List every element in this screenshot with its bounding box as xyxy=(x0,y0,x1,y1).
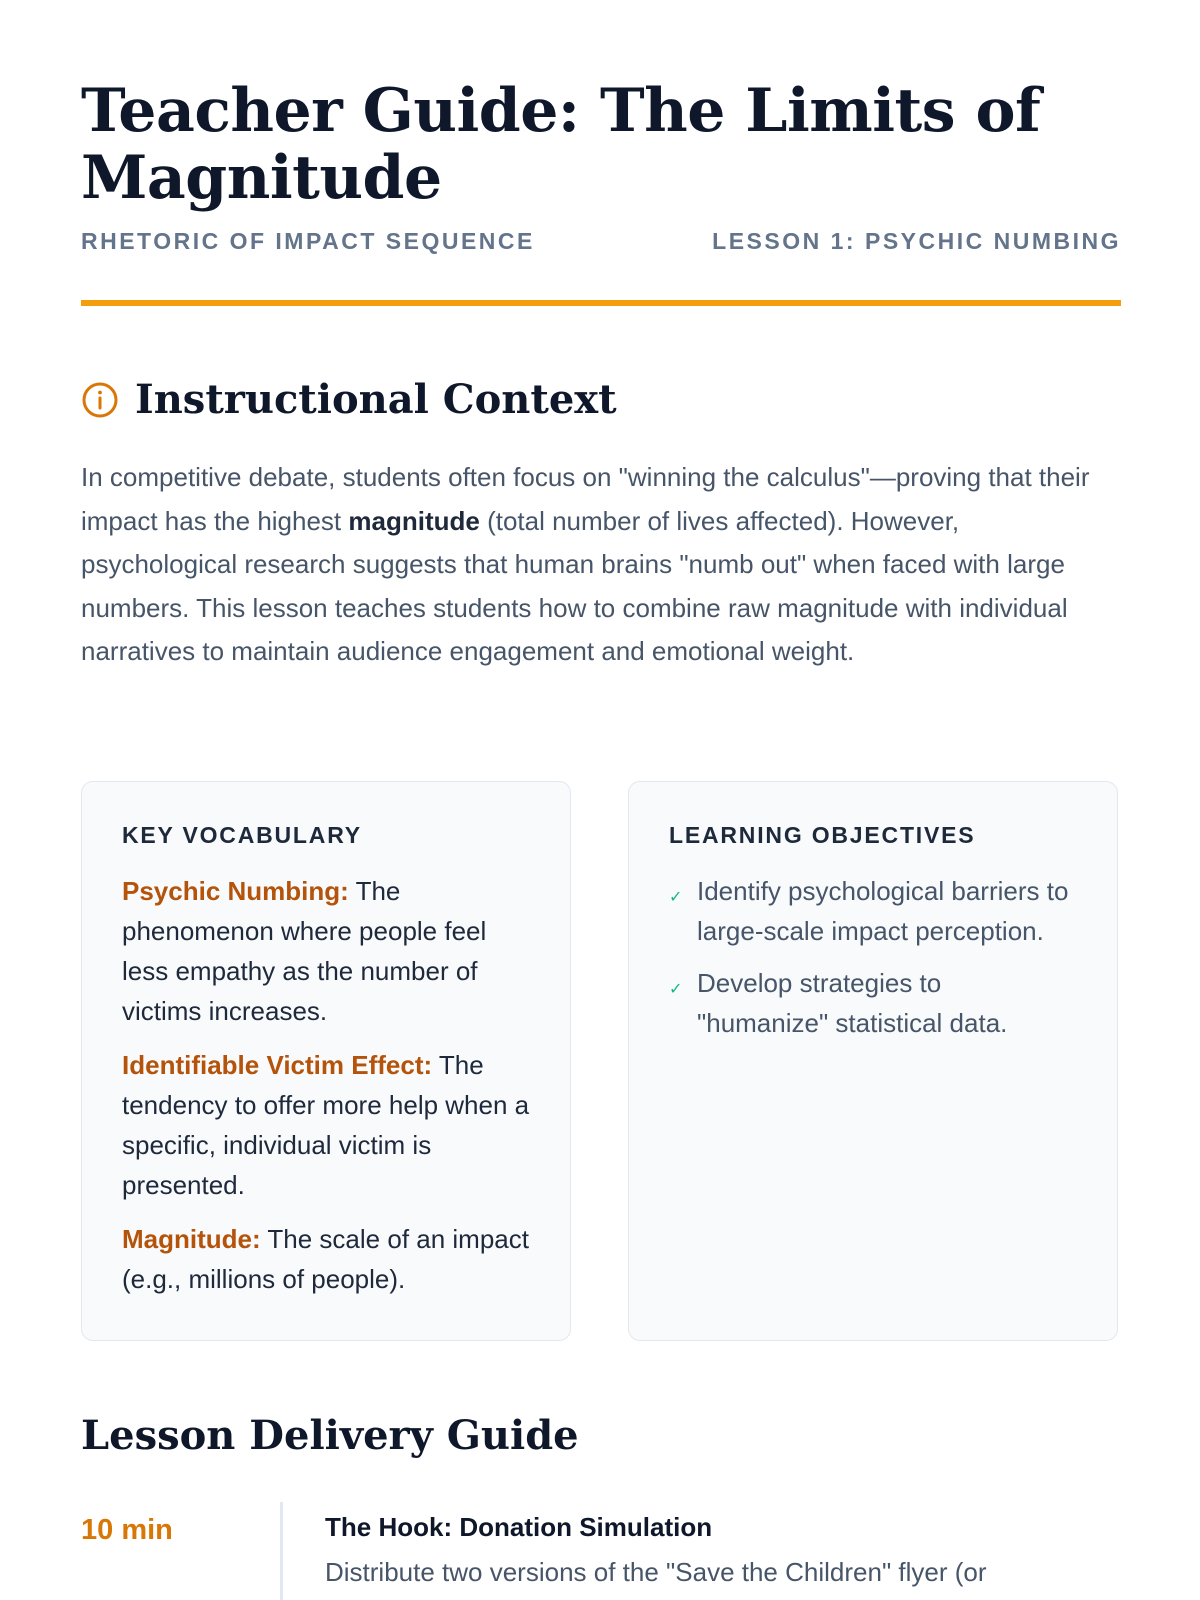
step-description: Distribute two versions of the "Save the Children" flyer (or xyxy=(325,1557,987,1587)
objective-item xyxy=(669,871,1077,951)
step-body xyxy=(325,1502,1121,1592)
info-icon xyxy=(81,381,119,419)
vocab-definition: The tendency to offer more help when a specific, individual victim is presented. xyxy=(122,1050,530,1200)
delivery-heading: Lesson Delivery Guide xyxy=(81,1412,579,1459)
step-name: The Hook: Donation Simulation xyxy=(325,1512,713,1542)
check-icon: ✓ xyxy=(669,887,683,906)
context-bold-word: magnitude xyxy=(348,505,480,536)
page-title: Teacher Guide: The Limits of Magnitude xyxy=(81,76,1041,213)
vocab-term: Psychic Numbing: xyxy=(122,876,349,906)
vocab-item xyxy=(122,1219,530,1299)
delivery-step xyxy=(81,1502,1121,1600)
vocabulary-card xyxy=(81,781,571,1341)
context-paragraph xyxy=(81,456,1121,674)
lesson-label: LESSON 1: PSYCHIC NUMBING xyxy=(712,228,1121,254)
context-heading: Instructional Context xyxy=(135,376,617,423)
subtitle-row xyxy=(81,228,1121,252)
sequence-label: RHETORIC OF IMPACT SEQUENCE xyxy=(81,228,535,254)
objectives-list xyxy=(669,871,1077,1043)
vocab-definition: The phenomenon where people feel less empathy as the number of victims increases. xyxy=(122,876,487,1026)
context-text-after: (total number of lives affected). However, psychological research suggests that human brains "numb out" when faced with large numbers. This lesson teaches students how to combine raw magnitude with individual narratives to maintain audience engagement and emotional weight. xyxy=(81,505,1068,666)
vocab-item xyxy=(122,1045,530,1205)
objective-item xyxy=(669,963,1077,1043)
vocab-definition: The scale of an impact (e.g., millions of people). xyxy=(122,1224,529,1294)
vocab-term: Magnitude: xyxy=(122,1224,261,1254)
objective-text: Identify psychological barriers to large-scale impact perception. xyxy=(697,876,1069,946)
context-section-header xyxy=(81,372,617,428)
context-text-before: In competitive debate, students often focus on "winning the calculus"—proving that their impact has the highest xyxy=(81,462,1090,536)
step-timeline-divider xyxy=(280,1502,283,1600)
objectives-card xyxy=(628,781,1118,1341)
objectives-heading: LEARNING OBJECTIVES xyxy=(669,822,976,848)
objective-text: Develop strategies to "humanize" statistical data. xyxy=(697,968,1008,1038)
vocabulary-heading: KEY VOCABULARY xyxy=(122,822,362,848)
vocab-term: Identifiable Victim Effect: xyxy=(122,1050,433,1080)
header-divider xyxy=(81,300,1121,306)
check-icon: ✓ xyxy=(669,979,683,998)
vocab-item xyxy=(122,871,530,1031)
step-time: 10 min xyxy=(81,1514,173,1546)
